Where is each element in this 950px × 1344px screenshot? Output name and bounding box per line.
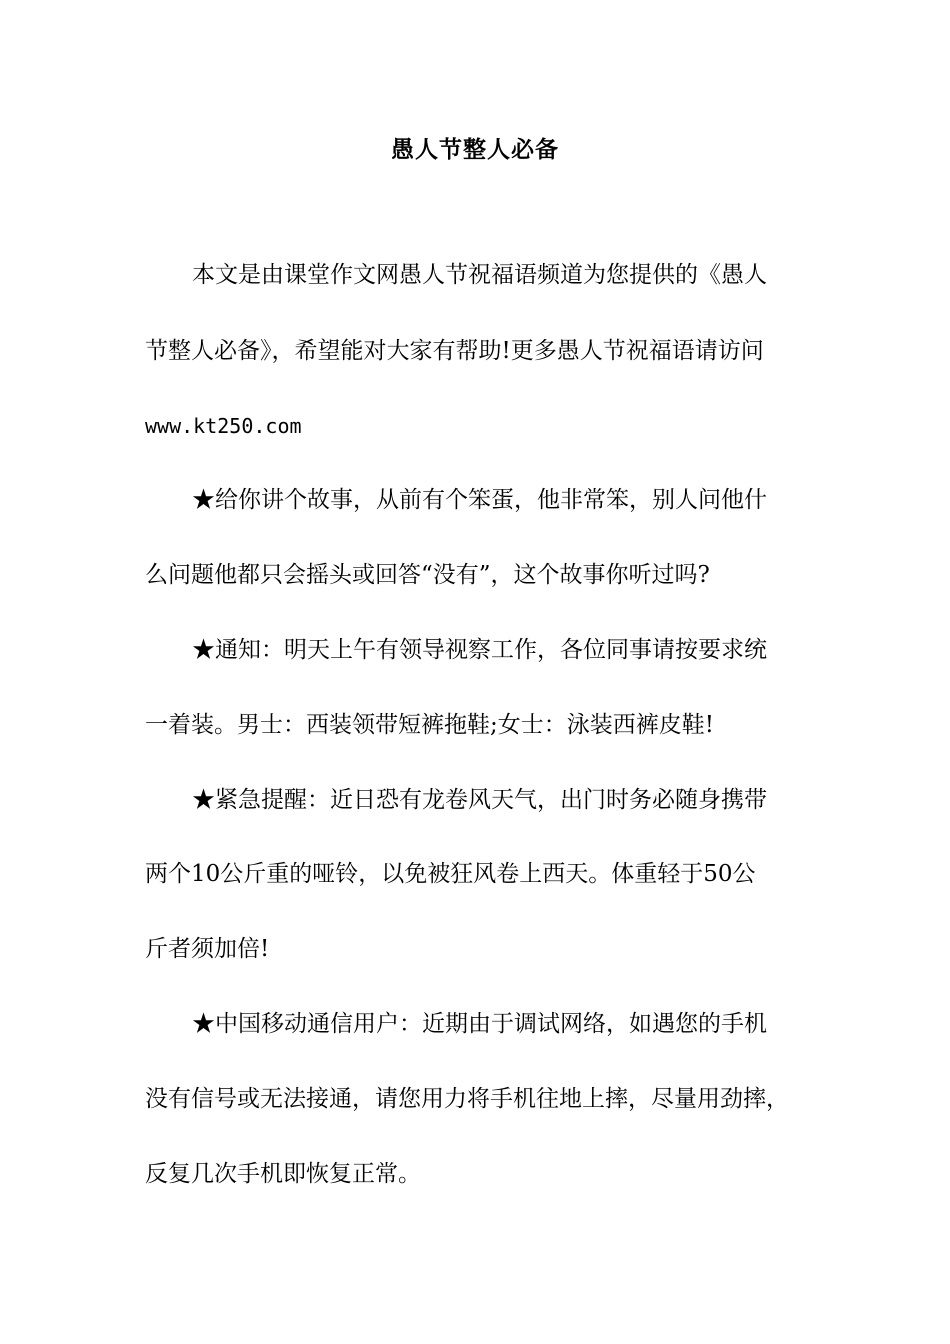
joke-story-line-1: ★给你讲个故事，从前有个笨蛋，他非常笨，别人问他什 xyxy=(192,487,767,513)
paragraph-intro-line-2: 节整人必备》，希望能对大家有帮助!更多愚人节祝福语请访问 xyxy=(145,338,764,364)
joke-story-line-2: 么问题他都只会摇头或回答“没有”，这个故事你听过吗? xyxy=(145,562,710,588)
website-link[interactable]: www.kt250.com xyxy=(145,414,302,438)
joke-notice-line-2: 一着装。男士：西装领带短裤拖鞋;女士：泳装西裤皮鞋! xyxy=(145,712,714,738)
joke-mobile-line-3: 反复几次手机即恢复正常。 xyxy=(145,1161,421,1187)
paragraph-intro-line-1: 本文是由课堂作文网愚人节祝福语频道为您提供的《愚人 xyxy=(192,262,767,288)
joke-mobile-line-2: 没有信号或无法接通，请您用力将手机往地上摔，尽量用劲摔， xyxy=(145,1086,789,1112)
document-title: 愚人节整人必备 xyxy=(391,136,559,163)
joke-mobile-line-1: ★中国移动通信用户：近期由于调试网络，如遇您的手机 xyxy=(192,1011,767,1037)
joke-notice-line-1: ★通知：明天上午有领导视察工作，各位同事请按要求统 xyxy=(192,637,767,663)
joke-alert-line-3: 斤者须加倍! xyxy=(145,936,270,962)
joke-alert-line-1: ★紧急提醒：近日恐有龙卷风天气，出门时务必随身携带 xyxy=(192,787,767,813)
joke-alert-line-2: 两个10公斤重的哑铃，以免被狂风卷上西天。体重轻于50公 xyxy=(145,861,756,887)
